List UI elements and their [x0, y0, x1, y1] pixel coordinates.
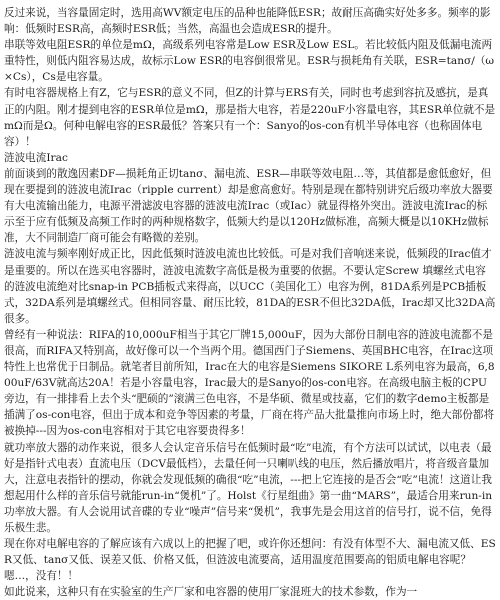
- paragraph-impedance-z: 有时电容器规格上有Z，它与ESR的意义不同，但Z的计算与ERS有关，同时也考虑到容抗及感抗，是真正的内阻。刚才提到电容的ESR单位是mΩ，那是指大电容，若是220uF小容量电容，其ESR单位就不是mΩ而是Ω。何种电解电容的ESR最低？答案只有一个：Sanyo的os-con有机半导体电容（也称固体电容）！: [4, 87, 496, 148]
- paragraph-esr-unit: 串联等效电阻ESR的单位是mΩ，高级系列电容常是Low ESR及Low ESL。若比较低内阻及低漏电流两重特性，则低内阻容易达成，故标示Low ESR的电容倒很常见。ESR与损耗角有关联，ESR=tanσ/（ω×Cs），Cs是电容量。: [4, 39, 495, 84]
- paragraph-ripple-frequency: 涟波电流与频率刚好成正比，因此低频时涟波电流也比较低。可是对我们音响迷来说，低频段的Irac值才是重要的。所以在选买电容器时，涟波电流数字高低是极为重要的依据。不要认定Screw 填螺丝式电容的涟波电流绝对比snap-in PCB插板式来得高，以UCC（美国化工）电容为例，81DA系列是PCB插板式，32DA系列是填螺丝式。但相同容量、耐压比较，81DA的ESR不但比32DA低，Irac却又比32DA高很多。: [4, 248, 496, 325]
- paragraph-summary-question: 现在你对电解电容的了解应该有六成以上的把握了吧，或许你还想问：有没有体型不大、漏电流又低、ESR又低、tanσ又低、误差又低、价格又低，但涟波电流要高，适用温度范围要高的铝质电解电容呢？嗯…，没有！！: [4, 538, 496, 583]
- paragraph-esr-voltage: 反过来说，当容量固定时，选用高WV额定电压的品种也能降低ESR；故耐压高确实好处多多。频率的影响：低频时ESR高，高频时ESR低；当然，高温也会造成ESR的提升。: [4, 7, 491, 36]
- section-heading-ripple-current: 涟波电流Irac: [4, 151, 68, 164]
- paragraph-amplifier-test: 就功率放大器的动作来说，很多人会认定音乐信号在低频时最“吃”电流，有个方法可以试试，以电表（最好是指针式电表）直流电压（DCV最低档），去量任何一只喇叭线的电压，然后播放唱片，将音级音量加大，注意电表指针的摆动，你就会发现低频的确很“吃”电流，---把上它连接的是否会“吃”电流！这道让我想起用什么样的音乐信号就能run-in“煲机”了。Holst《行星组曲》第一曲“MARS”，最适合用来run-in功率放大器。有人会说用试音碟的专业“噪声”信号来“煲机”，我事先是会用这首的信号打，说不信，免得乐极生悲。: [4, 441, 493, 534]
- paragraph-cutoff: 如此说来，这种只有在实验室的生产厂家和电容器的使用厂家混班大的技术参数，作为一: [4, 586, 418, 599]
- paragraph-rifa-siemens: 曾经有一种说法：RIFA的10,000uF相当于其它厂牌15,000uF，因为大部份日制电容的涟波电流都不是很高，而RIFA又特别高，故好像可以一个当两个用。德国西门子Siemens、英国BHC电容，在Irac这项特性上也常优于日制品。就笔者目前所知，Irac在大的电容是Siemens SIKORE L系列电容为最高，6,800uF/63V就高达20A！若是小容量电容，Irac最大的是Sanyo的os-con电容。在高级电脑主板的CPU旁边，有一排排看上去个头“肥硕的”滚满三色电容，不是华硕、微星或技嘉，它们的数字demo主板都是插满了os-con电容，但出于成本和竞争等因素的考量，厂商在将产品大批量推向市场上时，绝大部份都将被换掉---因为os-con电容相对于其它电容要贵得多！: [4, 328, 495, 438]
- paragraph-ripple-intro: 前面谈到的散逸因素DF—损耗角正切tanσ、漏电流、ESR—串联等效电阻…等，其值都是愈低愈好，但现在要提到的涟波电流Irac（ripple current）却是愈高愈好。特别是现在都特别讲究后级功率放大器要有大电流输出能力，电源平滑滤波电容器的涟波电流Irac（或Iac）就显得格外突出。涟波电流Irac的标示至于应有低频及高频工作时的两种规格数字，低频大约是以120Hz做标准，高频大概是以10KHz做标准，大不同制造厂商可能会有略微的差别。: [4, 167, 493, 245]
